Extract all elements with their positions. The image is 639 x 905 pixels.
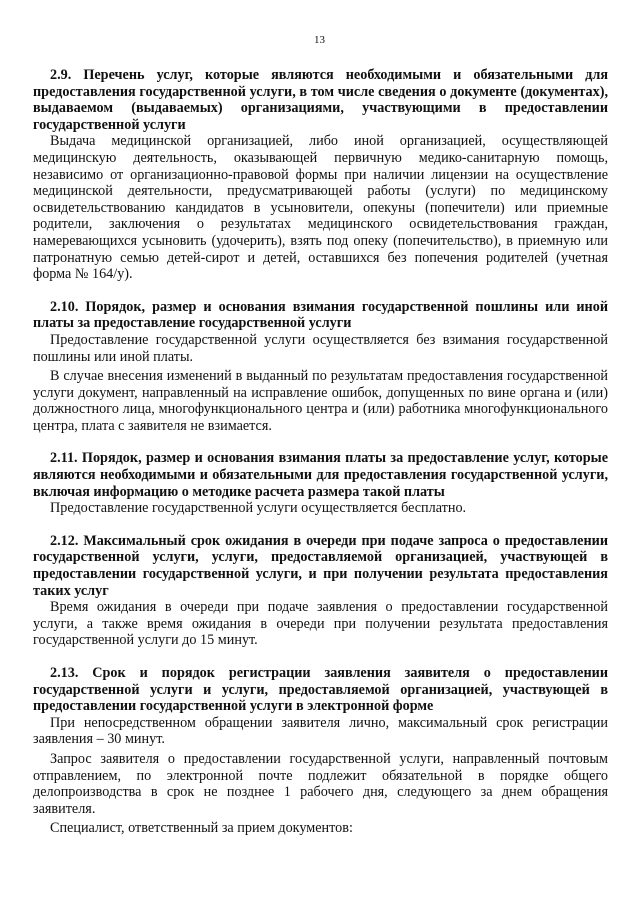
section-heading: 2.11. Порядок, размер и основания взимания платы за предоставление услуг, которые являются необходимыми и обязательными для предоставления государственной услуги, включая информацию о методике расчета размера такой платы: [33, 450, 608, 500]
page-number: 13: [314, 34, 325, 46]
section-paragraph: Выдача медицинской организацией, либо иной организацией, осуществляющей медицинскую деятельность, оказывающей первичную медико-санитарную помощь, независимо от организационно-правовой формы при наличии лицензии на осуществление медицинской деятельности, предусматривающей работы (услуги) по медицинскому освидетельствованию кандидатов в усыновители, опекуны (попечители) или приемные родители, заключения о результатах медицинского освидетельствования граждан, намеревающихся усыновить (удочерить), взять под опеку (попечительство), в приемную или патронатную семью детей-сирот и детей, оставшихся без попечения родителей (учетная форма № 164/у).: [33, 133, 608, 283]
section-paragraph: Специалист, ответственный за прием документов:: [50, 820, 353, 837]
section-paragraph: Запрос заявителя о предоставлении государственной услуги, направленный почтовым отправлением, по электронной почте подлежит обязательной в порядке общего делопроизводства в срок не позднее 1 рабочего дня, следующего за днем обращения заявителя.: [33, 750, 608, 817]
section-paragraph: При непосредственном обращении заявителя лично, максимальный срок регистрации заявления – 30 минут.: [33, 714, 608, 748]
section-paragraph: Время ожидания в очереди при подаче заявления о предоставлении государственной услуги, а также время ожидания в очереди при получении результата предоставления государственной услуги до 15 минут.: [33, 599, 608, 649]
section-2-13: [33, 665, 608, 837]
section-paragraph: Предоставление государственной услуги осуществляется без взимания государственной пошлины или иной платы.: [33, 331, 608, 365]
section-paragraph: Предоставление государственной услуги осуществляется бесплатно.: [50, 500, 467, 517]
section-2-9: [33, 67, 608, 283]
section-heading: 2.13. Срок и порядок регистрации заявления заявителя о предоставлении государственной услуги и услуги, предоставляемой организацией, участвующей в предоставлении государственной услуги в электронной форме: [33, 665, 608, 715]
document-body: [33, 67, 608, 837]
section-paragraph: В случае внесения изменений в выданный по результатам предоставления государственной услуги документ, направленный на исправление ошибок, допущенных по вине органа и (или) должностного лица, многофункционального центра и (или) работника многофункционального центра, плата с заявителя не взимается.: [33, 368, 608, 434]
section-heading: 2.12. Максимальный срок ожидания в очереди при подаче запроса о предоставлении государственной услуги, услуги, предоставляемой организацией, участвующей в предоставлении государственной услуги, и при получении результата предоставления таких услуг: [33, 532, 608, 599]
section-heading: 2.10. Порядок, размер и основания взимания государственной пошлины или иной платы за предоставление государственной услуги: [33, 298, 608, 332]
section-2-11: [33, 450, 608, 516]
section-2-12: [33, 533, 608, 649]
section-heading: 2.9. Перечень услуг, которые являются необходимыми и обязательными для предоставления государственной услуги, в том числе сведения о документе (документах), выдаваемом (выдаваемых) организациями, участвующими в предоставлении государственной услуги: [33, 67, 608, 133]
section-2-10: [33, 299, 608, 435]
